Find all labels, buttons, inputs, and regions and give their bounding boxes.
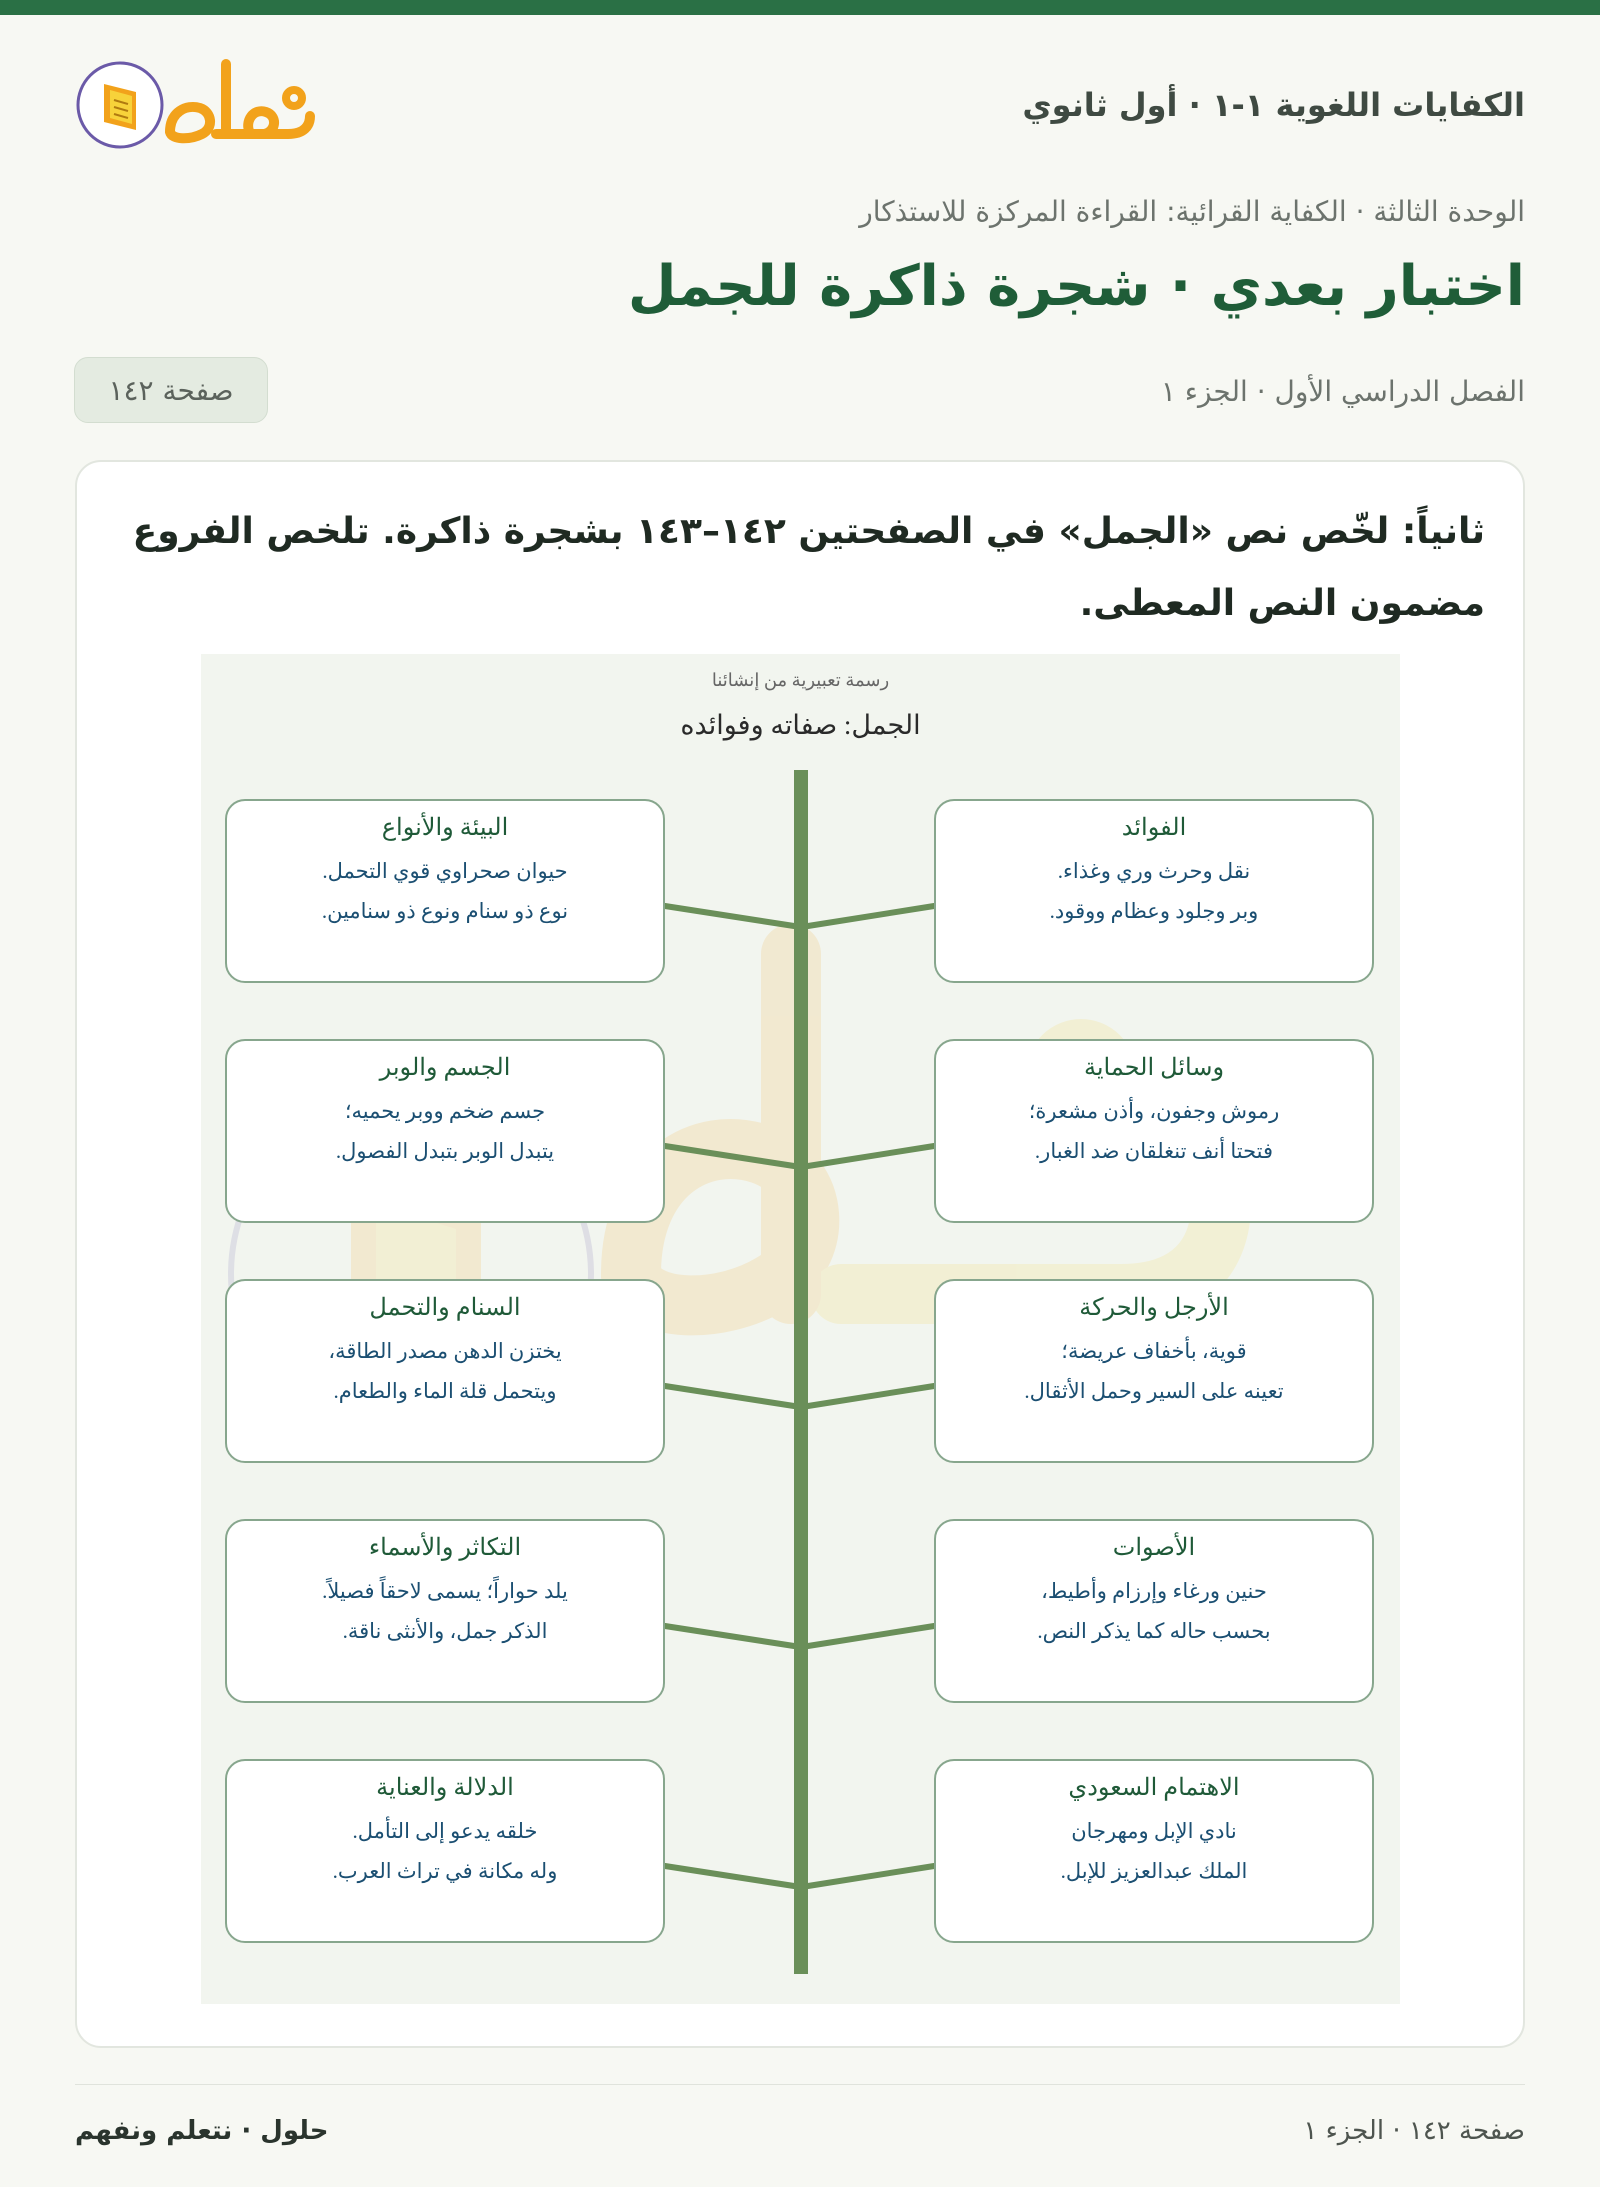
branch-line: نوع ذو سنام ونوع ذو سنامين. [321,899,569,923]
branch-line: وبر وجلود وعظام ووقود. [1049,899,1259,923]
branch-connector-right [808,1626,934,1646]
branch-line: فتحتا أنف تنغلقان ضد الغبار. [1034,1139,1274,1163]
branch-line: بحسب حاله كما يذكر النص. [1037,1619,1271,1643]
course-title: الكفايات اللغوية ١-١ · أول ثانوي [1022,86,1525,124]
question-text: ثانياً: لخّص نص «الجمل» في الصفحتين ١٤٢–١٤٣ بشجرة ذاكرة. تلخص الفروع مضمون النص المعطى. [132,511,1485,624]
branch-line: الملك عبدالعزيز للإبل. [1060,1859,1248,1883]
branch-line: نقل وحرث وري وغذاء. [1057,859,1251,883]
branch-connector-right [808,1386,934,1406]
branch-connector-left [665,1146,794,1166]
branch-node-environment [225,799,665,983]
branch-line: خلقه يدعو إلى التأمل. [352,1819,538,1843]
branch-connector-right [808,1866,934,1886]
branch-line: الذكر جمل، والأنثى ناقة. [342,1619,548,1643]
semester-label: الفصل الدراسي الأول · الجزء ١ [1160,375,1525,408]
branch-node-protection [934,1039,1374,1223]
branch-line: حنين ورغاء وإرزام وأطيط، [1041,1579,1267,1603]
footer-page-label: صفحة ١٤٢ · الجزء ١ [1303,2116,1525,2146]
branch-connector-left [665,906,794,926]
branch-connector-left [665,1866,794,1886]
branch-line: يختزن الدهن مصدر الطاقة، [328,1339,562,1363]
hulul-logo-icon[interactable] [74,50,344,160]
branch-title: وسائل الحماية [1083,1055,1225,1081]
branch-title: الأصوات [1112,1535,1196,1561]
diagram-title: الجمل: صفاته وفوائده [680,710,921,740]
branch-line: رموش وجفون، وأذن مشعرة؛ [1028,1099,1280,1123]
branch-line: يتبدل الوبر بتبدل الفصول. [335,1139,555,1163]
branch-node-sounds [934,1519,1374,1703]
branch-connector-left [665,1626,794,1646]
branch-line: قوية، بأخفاف عريضة؛ [1061,1339,1247,1363]
branch-line: ويتحمل قلة الماء والطعام. [333,1379,557,1403]
branch-title: الاهتمام السعودي [1068,1775,1240,1801]
branch-title: البيئة والأنواع [381,815,509,841]
branch-line: حيوان صحراوي قوي التحمل. [322,859,568,883]
branch-title: السنام والتحمل [369,1295,521,1321]
diagram-caption: رسمة تعبيرية من إنشائنا [711,670,890,690]
branch-title: التكاثر والأسماء [368,1535,522,1561]
branch-node-hump [225,1279,665,1463]
branch-line: نادي الإبل ومهرجان [1071,1819,1237,1843]
memory-tree-diagram [201,654,1400,2004]
footer-divider [75,2084,1525,2085]
branch-node-reproduction [225,1519,665,1703]
branch-connector-right [808,1146,934,1166]
branch-node-saudi-care [934,1759,1374,1943]
page-title: اختبار بعدي · شجرة ذاكرة للجمل [627,254,1525,319]
branch-title: الجسم والوبر [379,1055,511,1081]
branch-line: وله مكانة في تراث العرب. [332,1859,558,1883]
branch-connector-right [808,906,934,926]
footer-brand[interactable]: حلول · نتعلم ونفهم [75,2116,329,2146]
branch-node-significance [225,1759,665,1943]
top-accent-bar [0,0,1600,15]
branch-node-body [225,1039,665,1223]
branch-title: الفوائد [1121,815,1187,841]
branch-title: الدلالة والعناية [376,1775,514,1801]
branch-node-legs [934,1279,1374,1463]
branch-line: جسم ضخم ووبر يحميه؛ [344,1099,546,1123]
branch-connector-left [665,1386,794,1406]
branch-node-benefits [934,799,1374,983]
branch-line: يلد حواراً؛ يسمى لاحقاً فصيلاً. [322,1579,568,1603]
breadcrumb: الوحدة الثالثة · الكفاية القرائية: القراءة المركزة للاستذكار [859,195,1525,228]
branch-title: الأرجل والحركة [1079,1295,1229,1321]
branch-line: تعينه على السير وحمل الأثقال. [1024,1379,1284,1403]
tree-trunk [794,770,808,1974]
page-number-badge: صفحة ١٤٢ [74,357,268,423]
